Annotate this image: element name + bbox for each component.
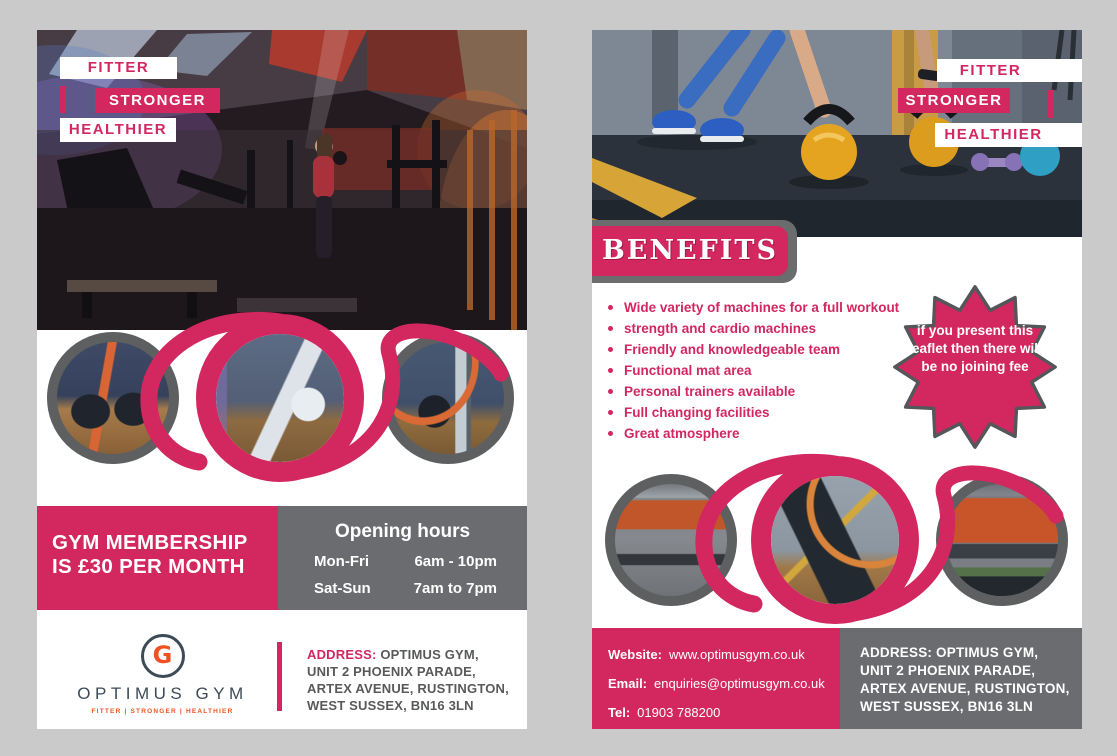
benefit-text: strength and cardio machines — [624, 321, 817, 336]
contact-value: www.optimusgym.co.uk — [668, 647, 805, 662]
membership-text: GYM MEMBERSHIP IS £30 PER MONTH — [52, 531, 248, 579]
list-item — [608, 319, 918, 340]
benefit-text: Wide variety of machines for a full workout — [624, 300, 900, 315]
bullet-dot-icon — [608, 305, 613, 310]
bullet-dot-icon — [608, 389, 613, 394]
photo-circle-stair-machine — [771, 476, 899, 604]
opening-hours-panel — [278, 506, 527, 610]
hours-time: 7am to 7pm — [413, 580, 497, 597]
hours-row-weekend — [278, 580, 527, 597]
contact-value: 01903 788200 — [637, 705, 721, 720]
address-line: WEST SUSSEX, BN16 3LN — [860, 699, 1033, 715]
bullet-dot-icon — [608, 368, 613, 373]
address-line: ADDRESS: OPTIMUS GYM, — [860, 645, 1039, 660]
tag-fitter: FITTER — [60, 57, 177, 79]
flyer-front-page — [37, 30, 527, 729]
benefit-text: Personal trainers available — [624, 384, 796, 399]
contact-label: Tel: — [608, 705, 631, 720]
contact-value: enquiries@optimusgym.co.uk — [654, 676, 825, 691]
tag-fitter: FITTER — [937, 59, 1082, 82]
logo-tagline: FITTER | STRONGER | HEALTHIER — [91, 708, 234, 715]
flyer-back-page — [592, 30, 1082, 729]
address-line: UNIT 2 PHOENIX PARADE, — [860, 663, 1036, 679]
hours-time: 6am - 10pm — [414, 553, 497, 570]
hours-days: Mon-Fri — [314, 553, 369, 570]
bullet-dot-icon — [608, 326, 613, 331]
benefits-heading: BENEFITS — [592, 226, 788, 276]
tag-healthier: HEALTHIER — [935, 123, 1082, 147]
offer-text: if you present this leaflet then there will be no joining fee — [908, 323, 1042, 375]
contact-label: Email: — [608, 676, 648, 691]
address-panel — [840, 628, 1082, 729]
benefits-list — [608, 298, 918, 445]
tag-stronger: STRONGER — [95, 88, 220, 113]
list-item — [608, 424, 918, 445]
contact-label: Website: — [608, 647, 662, 662]
g-monogram-icon: G — [141, 634, 185, 678]
list-item — [608, 361, 918, 382]
address-line: WEST SUSSEX, BN16 3LN — [307, 698, 474, 714]
optimus-gym-logo — [55, 634, 270, 715]
photo-circle-leg-machine — [216, 334, 344, 462]
benefit-text: Functional mat area — [624, 363, 752, 378]
address-line: ARTEX AVENUE, RUSTINGTON, — [307, 681, 509, 697]
address-line: UNIT 2 PHOENIX PARADE, — [307, 664, 476, 680]
membership-banner — [37, 506, 278, 610]
list-item — [608, 382, 918, 403]
address-label: ADDRESS: — [307, 647, 377, 662]
address-line: ARTEX AVENUE, RUSTINGTON, — [860, 681, 1070, 697]
photo-circle-spin-class — [47, 332, 179, 464]
accent-tick-icon — [1048, 90, 1053, 118]
contact-row-email — [608, 676, 840, 691]
contact-row-tel — [608, 705, 840, 720]
tag-healthier: HEALTHIER — [60, 118, 176, 142]
contact-panel — [592, 628, 840, 729]
benefit-text: Great atmosphere — [624, 426, 740, 441]
pink-divider-bar — [277, 642, 282, 711]
logo-name: OPTIMUS GYM — [77, 684, 248, 703]
contact-row-website — [608, 647, 840, 662]
bullet-dot-icon — [608, 410, 613, 415]
bullet-dot-icon — [608, 347, 613, 352]
opening-hours-title: Opening hours — [334, 521, 471, 542]
benefit-text: Full changing facilities — [624, 405, 770, 420]
hours-row-weekdays — [278, 553, 527, 570]
accent-tick-icon — [60, 86, 66, 113]
address-line: OPTIMUS GYM, — [380, 647, 479, 662]
photo-circle-cable-machine — [382, 332, 514, 464]
benefit-text: Friendly and knowledgeable team — [624, 342, 841, 357]
photo-circle-orange-gym — [936, 474, 1068, 606]
list-item — [608, 298, 918, 319]
list-item — [608, 340, 918, 361]
tag-stronger: STRONGER — [898, 88, 1010, 113]
list-item — [608, 403, 918, 424]
hours-days: Sat-Sun — [314, 580, 371, 597]
bullet-dot-icon — [608, 431, 613, 436]
photo-circle-gym-hall — [605, 474, 737, 606]
address-block — [307, 646, 519, 715]
